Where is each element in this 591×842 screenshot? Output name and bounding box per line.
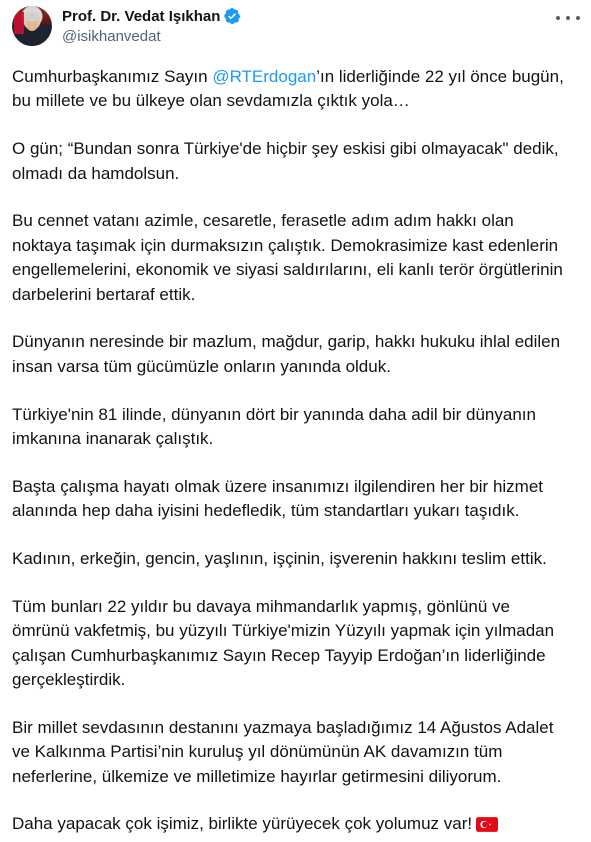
author-handle[interactable]: @isikhanvedat [62,28,161,45]
avatar-suit [20,32,44,46]
avatar-hair [25,14,39,21]
more-options-icon[interactable] [556,8,580,28]
tweet-paragraph: Kadının, erkeğin, gencin, yaşlının, işçinin, işverenin hakkını teslim ettik. [12,549,547,569]
avatar[interactable] [12,6,52,46]
tweet-paragraph: Daha yapacak çok işimiz, birlikte yürüyecek çok yolumuz var! [12,812,582,836]
tweet-text [12,65,582,837]
author-display-name[interactable]: Prof. Dr. Vedat Işıkhan [62,7,221,25]
turkey-flag-icon [476,817,498,832]
tweet-paragraph: Türkiye'nin 81 ilinde, dünyanın dört bir yanında daha adil bir dünyanın imkanına inanarak çalıştık. [12,404,536,449]
mention-link[interactable]: @RTErdogan [212,67,317,86]
tweet-paragraph: Tüm bunları 22 yıldır bu davaya mihmandarlık yapmış, gönlünü ve ömrünü vakfetmiş, bu yüzyılı Türkiye'mizin Yüzyılı yapmak için yılmadan çalışan Cumhurbaşkanımız Sayın Recep Tayyip Erdoğan’ın liderliğinde gerçekleştirdik. [12,596,555,690]
tweet-paragraph: O gün; “Bundan sonra Türkiye'de hiçbir şey eskisi gibi olmayacak" dedik, olmadı da hamdolsun. [12,139,559,183]
tweet-paragraph: Cumhurbaşkanımız Sayın @RTErdogan’ın liderliğinde 22 yıl önce bugün, bu millete ve bu ülkeye olan sevdamızla çıktık yola… [12,67,564,111]
name-row [62,7,241,25]
tweet-paragraph: Dünyanın neresinde bir mazlum, mağdur, garip, hakkı hukuku ihlal edilen insan varsa tüm gücümüzle onların yanında olduk. [12,332,561,376]
verified-badge-icon[interactable] [223,7,241,25]
avatar-background-flag [14,12,24,34]
tweet-paragraph: Bu cennet vatanı azimle, cesaretle, ferasetle adım adım hakkı olan noktaya taşımak için durmaksızın çalıştık. Demokrasimize kast edenlerin engellemelerini, ekonomik ve siyasi saldırılarını, eli kanlı terör örgütlerinin darbelerini bertaraf ettik. [12,211,563,304]
tweet-paragraph: Başta çalışma hayatı olmak üzere insanımızı ilgilendiren her bir hizmet alanında hep daha iyisini hedefledik, tüm standartları yukarı taşıdık. [12,476,544,521]
tweet-paragraph: Bir millet sevdasının destanını yazmaya başladığımız 14 Ağustos Adalet ve Kalkınma Partisi’nin kuruluş yıl dönümünün AK davamızın tüm neferlerine, ülkemize ve milletimize hayırlar getirmesini diliyorum. [12,717,554,786]
tweet-header [0,0,591,60]
